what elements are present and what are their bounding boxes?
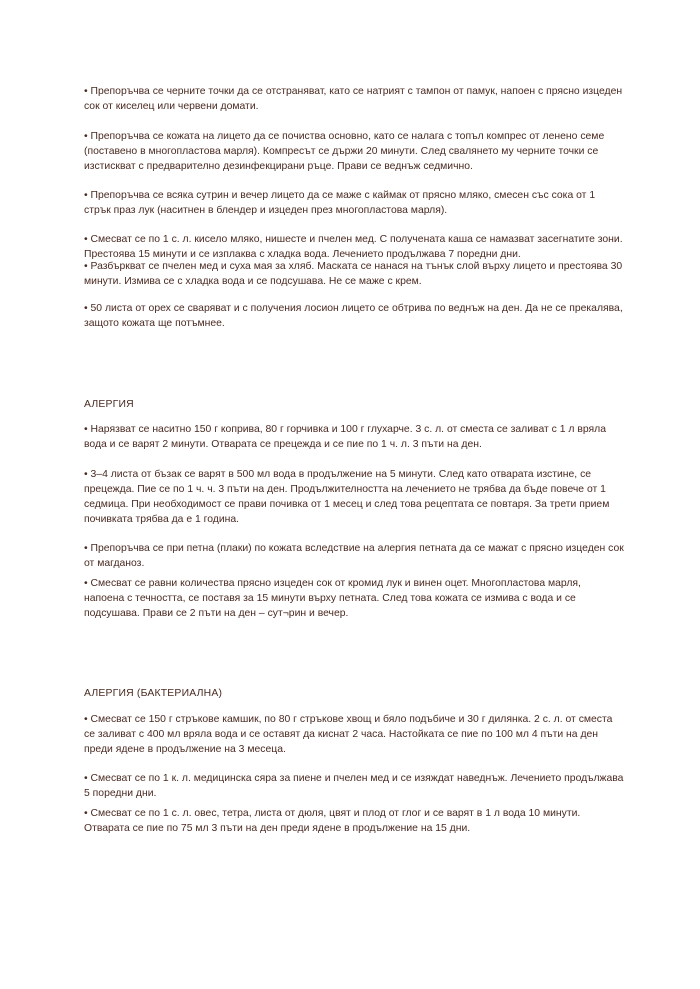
paragraph-honey-yeast-mask: • Разбъркват се пчелен мед и суха мая за хляб. Маската се нанася на тънък слой върху лицето и престоява 30 минути. Измива се с хладка вода и се подсушава. Не се маже с крем. xyxy=(84,261,623,287)
paragraph-nettle-mixture: • Нарязват се наситно 150 г коприва, 80 г горчивка и 100 г глухарче. 3 с. л. от сместа се заливат с 1 л вряла вода и се варят 2 минути. Отварата се прецежда и се пие по 1 ч. л. 3 пъти на ден. xyxy=(84,424,606,450)
paragraph-flaxseed-compress: • Препоръчва се кожата на лицето да се почиства основно, като се налага с топъл компрес от ленено семе (поставено в многопластова марля). Компресът се държи 20 минути. След свалянето му черните точки се изстискват с предварително дезинфекцирани ръце. Прави се веднъж седмично. xyxy=(84,131,605,172)
paragraph-cream-leek: • Препоръчва се всяка сутрин и вечер лицето да се маже с каймак от прясно мляко, смесен със сока от 1 стрък праз лук (наситнен в блендер и изцеден през многопластова марля). xyxy=(84,190,596,216)
paragraph-oat-hawthorn: • Смесват се по 1 с. л. овес, тетра, листа от дюля, цвят и плод от глог и се варят в 1 л вода 10 минути. Отварата се пие по 75 мл 3 пъти на ден преди ядене в продължение на 15 дни. xyxy=(84,808,581,834)
section-heading-bacterial-allergy: АЛЕРГИЯ (БАКТЕРИАЛНА) xyxy=(84,688,223,699)
paragraph-elder-leaves: • 3–4 листа от бъзак се варят в 500 мл вода в продължение на 5 минути. След като отварата изстине, се прецежда. Пие се по 1 ч. ч. 3 пъти на ден. Продължителността на лечението не трябва да бъде повече от 1 седмица. При необходимост се прави почивка от 1 месец и след това рецептата се повтаря. За трети прием почивката трябва да е 1 година. xyxy=(84,469,610,525)
paragraph-yogurt-starch-honey: • Смесват се по 1 с. л. кисело мляко, нишесте и пчелен мед. С получената каша се намазват засегнатите зони. Престоява 15 минути и се изплаква с хладка вода. Лечението продължава 7 поредни дни. xyxy=(84,234,623,260)
paragraph-blackheads-sorrel: • Препоръчва се черните точки да се отстраняват, като се натрият с тампон от памук, напоен с прясно изцеден сок от киселец или червени домати. xyxy=(84,86,623,112)
paragraph-sulfur-honey: • Смесват се по 1 к. л. медицинска сяра за пиене и пчелен мед и се изяждат наведнъж. Лечението продължава 5 поредни дни. xyxy=(84,773,624,799)
paragraph-onion-vinegar: • Смесват се равни количества прясно изцеден сок от кромид лук и винен оцет. Многопластова марля, напоена с течността, се поставя за 15 минути върху петната. След това кожата се измива с вода и се подсушава. Прави се 2 пъти на ден – сут¬рин и вечер. xyxy=(84,578,581,619)
paragraph-herbal-infusion: • Смесват се 150 г стръкове камшик, по 80 г стръкове хвощ и бяло подъбиче и 30 г дилянка. 2 с. л. от сместа се заливат с 400 мл вряла вода и се оставят да киснат 2 часа. Настойката се пие по 100 мл 4 пъти на ден преди ядене в продължение на 3 месеца. xyxy=(84,714,613,755)
section-heading-allergy: АЛЕРГИЯ xyxy=(84,399,134,410)
paragraph-parsley-juice: • Препоръчва се при петна (плаки) по кожата вследствие на алергия петната да се мажат с прясно изцеден сок от магданоз. xyxy=(84,543,624,569)
paragraph-walnut-leaves: • 50 листа от орех се сваряват и с получения лосион лицето се обтрива по веднъж на ден. Да не се прекалява, защото кожата ще потъмнее. xyxy=(84,303,623,329)
